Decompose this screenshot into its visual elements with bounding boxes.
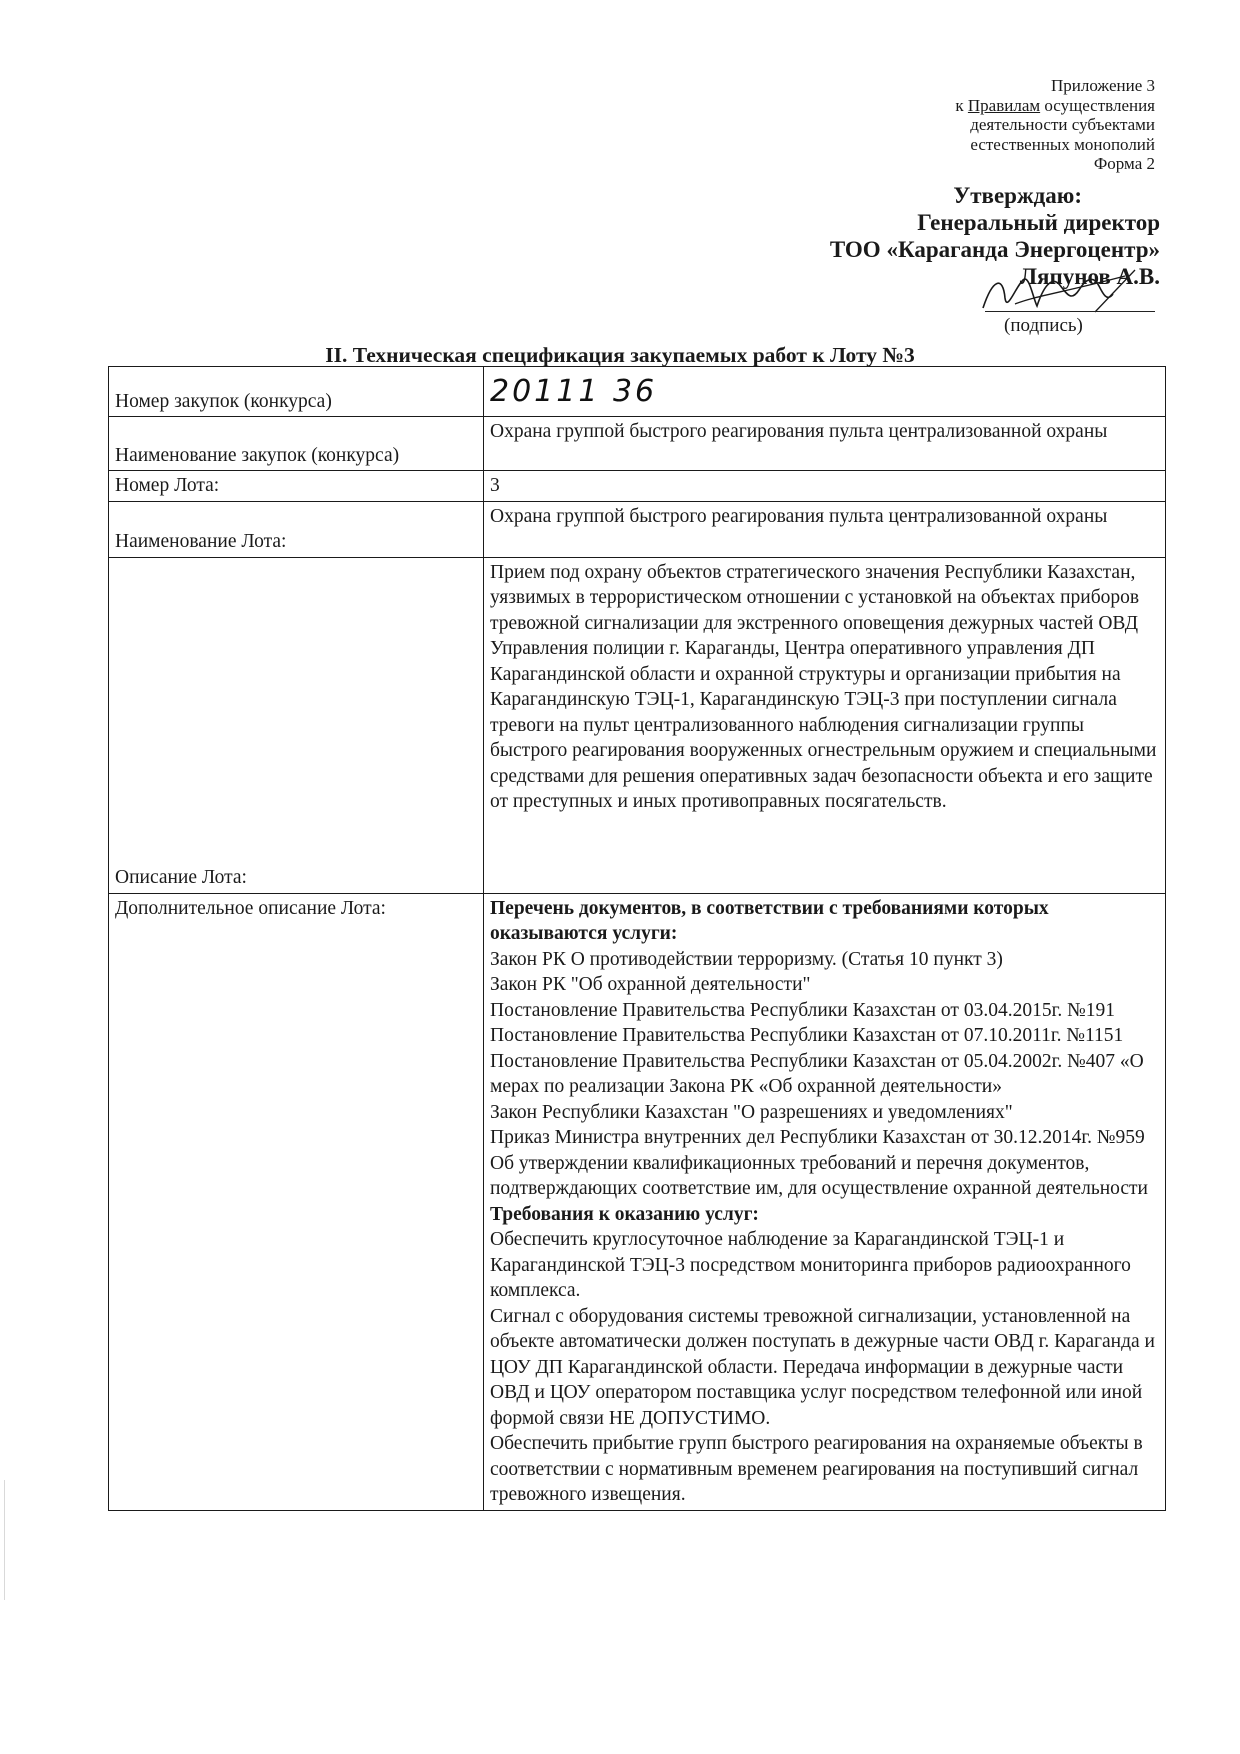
document-item: Приказ Министра внутренних дел Республики Казахстан от 30.12.2014г. №959 Об утверждении квалификационных требований и перечня документов, подтверждающих соответствие им, для осуществление охранной деятельности bbox=[490, 1127, 1148, 1199]
lot-name-value: Охрана группой быстрого реагирования пульта централизованной охраны bbox=[484, 501, 1166, 557]
appendix-note bbox=[795, 76, 1155, 174]
row-lot-description bbox=[109, 557, 1166, 893]
document-item: Закон РК "Об охранной деятельности" bbox=[490, 974, 811, 995]
lot-number-value: 3 bbox=[484, 471, 1166, 502]
handwritten-signature bbox=[975, 268, 1150, 320]
approver-position: Генеральный директор bbox=[917, 210, 1160, 235]
document-item: Постановление Правительства Республики Казахстан от 05.04.2002г. №407 «О мерах по реализации Закона РК «Об охранной деятельности» bbox=[490, 1050, 1144, 1097]
requirement-item: Сигнал с оборудования системы тревожной сигнализации, установленной на объекте автоматически должен поступать в дежурные части ОВД г. Караганда и ЦОУ ДП Карагандинской области. Передача информации в дежурные части ОВД и ЦОУ оператором поставщика услуг посредством телефонной или иной формой связи НЕ ДОПУСТИМО. bbox=[490, 1305, 1155, 1429]
requirement-item: Обеспечить круглосуточное наблюдение за Карагандинской ТЭЦ-1 и Карагандинской ТЭЦ-3 посредством мониторинга приборов радиоохранного комплекса. bbox=[490, 1229, 1131, 1301]
lot-description-label: Описание Лота: bbox=[109, 557, 484, 893]
handwritten-procurement-number: 20111 36 bbox=[490, 373, 658, 409]
row-procurement-name bbox=[109, 417, 1166, 471]
lot-name-label: Наименование Лота: bbox=[109, 501, 484, 557]
lot-description-value: Прием под охрану объектов стратегического значения Республики Казахстан, уязвимых в террористическом отношении с установкой на объектах приборов тревожной сигнализации для экстренного оповещения дежурных частей ОВД Управления полиции г. Караганды, Центра оперативного управления ДП Карагандинской области и охранной структуры и организации прибытия на Карагандинскую ТЭЦ-1, Карагандинскую ТЭЦ-3 при поступлении сигнала тревоги на пульт централизованного наблюдения сигнализации группы быстрого реагирования вооруженных огнестрельным оружием и специальными средствами для решения оперативных задач безопасности объекта и его защите от преступных и иных противоправных посягательств. bbox=[484, 557, 1166, 893]
requirement-item: Обеспечить прибытие групп быстрого реагирования на охраняемые объекты в соответствии с нормативным временем реагирования на поступивший сигнал тревожного извещения. bbox=[490, 1433, 1143, 1505]
signature-caption: (подпись) bbox=[1004, 315, 1083, 336]
appendix-line-2: к Правилам осуществления bbox=[955, 95, 1155, 115]
requirements-heading: Требования к оказанию услуг: bbox=[490, 1203, 759, 1225]
appendix-line-4: естественных монополий bbox=[970, 134, 1155, 154]
procurement-number-label: Номер закупок (конкурса) bbox=[109, 367, 484, 417]
document-item: Закон РК О противодействии терроризму. (Статья 10 пункт 3) bbox=[490, 948, 1003, 970]
lot-number-label: Номер Лота: bbox=[109, 471, 484, 502]
approver-company: ТОО «Караганда Энергоцентр» bbox=[829, 237, 1160, 262]
approval-heading: Утверждаю: bbox=[953, 183, 1082, 208]
appendix-line-3: деятельности субъектами bbox=[970, 115, 1155, 134]
row-lot-number bbox=[109, 471, 1166, 502]
row-procurement-number bbox=[109, 367, 1166, 417]
rules-link[interactable]: Правилам bbox=[967, 95, 1041, 115]
scan-edge-mark bbox=[4, 1480, 5, 1600]
row-lot-name bbox=[109, 501, 1166, 557]
procurement-name-value: Охрана группой быстрого реагирования пульта централизованной охраны bbox=[484, 417, 1166, 471]
appendix-form-number: Форма 2 bbox=[1093, 154, 1155, 173]
procurement-name-label: Наименование закупок (конкурса) bbox=[109, 417, 484, 471]
procurement-number-value bbox=[484, 367, 1166, 417]
additional-description-label: Дополнительное описание Лота: bbox=[109, 893, 484, 1510]
additional-description-value bbox=[484, 893, 1166, 1510]
document-item: Закон Республики Казахстан "О разрешениях и уведомлениях" bbox=[490, 1101, 1013, 1123]
signature-line bbox=[985, 311, 1155, 312]
document-item: Постановление Правительства Республики Казахстан от 03.04.2015г. №191 bbox=[490, 999, 1115, 1021]
row-additional-description bbox=[109, 893, 1166, 1510]
specification-table bbox=[108, 366, 1166, 1511]
document-title: II. Техническая спецификация закупаемых работ к Лоту №3 bbox=[325, 343, 915, 367]
approver-name: Ляпунов А.В. bbox=[1019, 264, 1160, 289]
appendix-line-1: Приложение 3 bbox=[1051, 76, 1155, 95]
documents-heading: Перечень документов, в соответствии с требованиями которых оказываются услуги: bbox=[490, 897, 1049, 944]
document-item: Постановление Правительства Республики Казахстан от 07.10.2011г. №1151 bbox=[490, 1025, 1124, 1046]
